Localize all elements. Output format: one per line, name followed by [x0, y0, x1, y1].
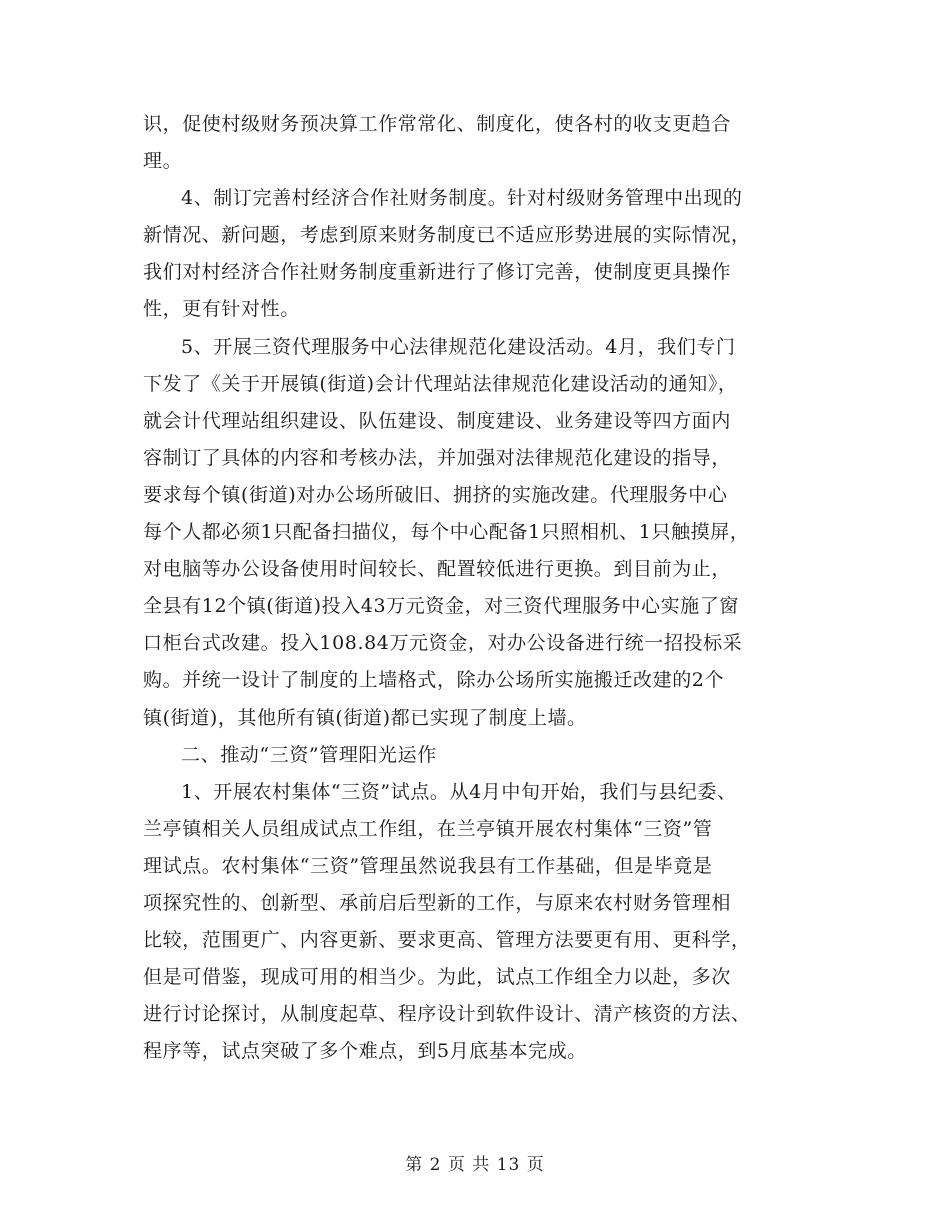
text-line: 对电脑等办公设备使用时间较长、配置较低进行更换。到目前为止，	[143, 558, 732, 581]
text-line: 口柜台式改建。投入108.84万元资金，对办公设备进行统一招投标采	[143, 632, 743, 655]
text-line: 就会计代理站组织建设、队伍建设、制度建设、业务建设等四方面内	[143, 409, 732, 432]
text-line: 每个人都必须1只配备扫描仪，每个中心配备1只照相机、1只触摸屏，	[143, 521, 750, 544]
text-line: 比较，范围更广、内容更新、要求更高、管理方法要更有用、更科学，	[143, 929, 751, 952]
paragraph-start-line: 1、开展农村集体“三资”试点。从4月中旬开始，我们与县纪委、	[181, 780, 737, 803]
text-line: 镇(街道)，其他所有镇(街道)都已实现了制度上墙。	[143, 706, 587, 729]
section-heading: 二、推动“三资”管理阳光运作	[181, 743, 437, 766]
text-line: 兰亭镇相关人员组成试点工作组，在兰亭镇开展农村集体“三资”管	[143, 817, 713, 840]
text-line: 新情况、新问题，考虑到原来财务制度已不适应形势进展的实际情况，	[143, 224, 751, 247]
paragraph-start-line: 5、开展三资代理服务中心法律规范化建设活动。4月，我们专门	[181, 335, 736, 358]
text-line: 理试点。农村集体“三资”管理虽然说我县有工作基础，但是毕竟是	[143, 854, 713, 877]
text-line: 下发了《关于开展镇(街道)会计代理站法律规范化建设活动的通知》，	[143, 372, 738, 395]
text-line: 容制订了具体的内容和考核办法，并加强对法律规范化建设的指导，	[143, 446, 732, 469]
text-line: 项探究性的、创新型、承前启后型新的工作，与原来农村财务管理相	[143, 891, 732, 914]
text-line: 程序等，试点突破了多个难点，到5月底基本完成。	[143, 1040, 587, 1063]
page-number-footer: 第 2 页 共 13 页	[405, 1155, 545, 1175]
text-line: 我们对村经济合作社财务制度重新进行了修订完善，使制度更具操作	[143, 261, 732, 284]
paragraph-start-line: 4、制订完善村经济合作社财务制度。针对村级财务管理中出现的	[181, 187, 743, 210]
document-body	[143, 106, 833, 1070]
text-line: 购。并统一设计了制度的上墙格式，除办公场所实施搬迁改建的2个	[143, 669, 725, 692]
text-line: 要求每个镇(街道)对办公场所破旧、拥挤的实施改建。代理服务中心	[143, 483, 728, 506]
text-line: 全县有12个镇(街道)投入43万元资金，对三资代理服务中心实施了窗	[143, 595, 739, 618]
text-line: 但是可借鉴，现成可用的相当少。为此，试点工作组全力以赴，多次	[143, 966, 732, 989]
text-line: 理。	[143, 150, 183, 173]
text-line: 进行讨论探讨，从制度起草、程序设计到软件设计、清产核资的方法、	[143, 1003, 751, 1026]
text-line: 性，更有针对性。	[143, 298, 300, 321]
text-line: 识，促使村级财务预决算工作常常化、制度化，使各村的收支更趋合	[143, 113, 732, 135]
